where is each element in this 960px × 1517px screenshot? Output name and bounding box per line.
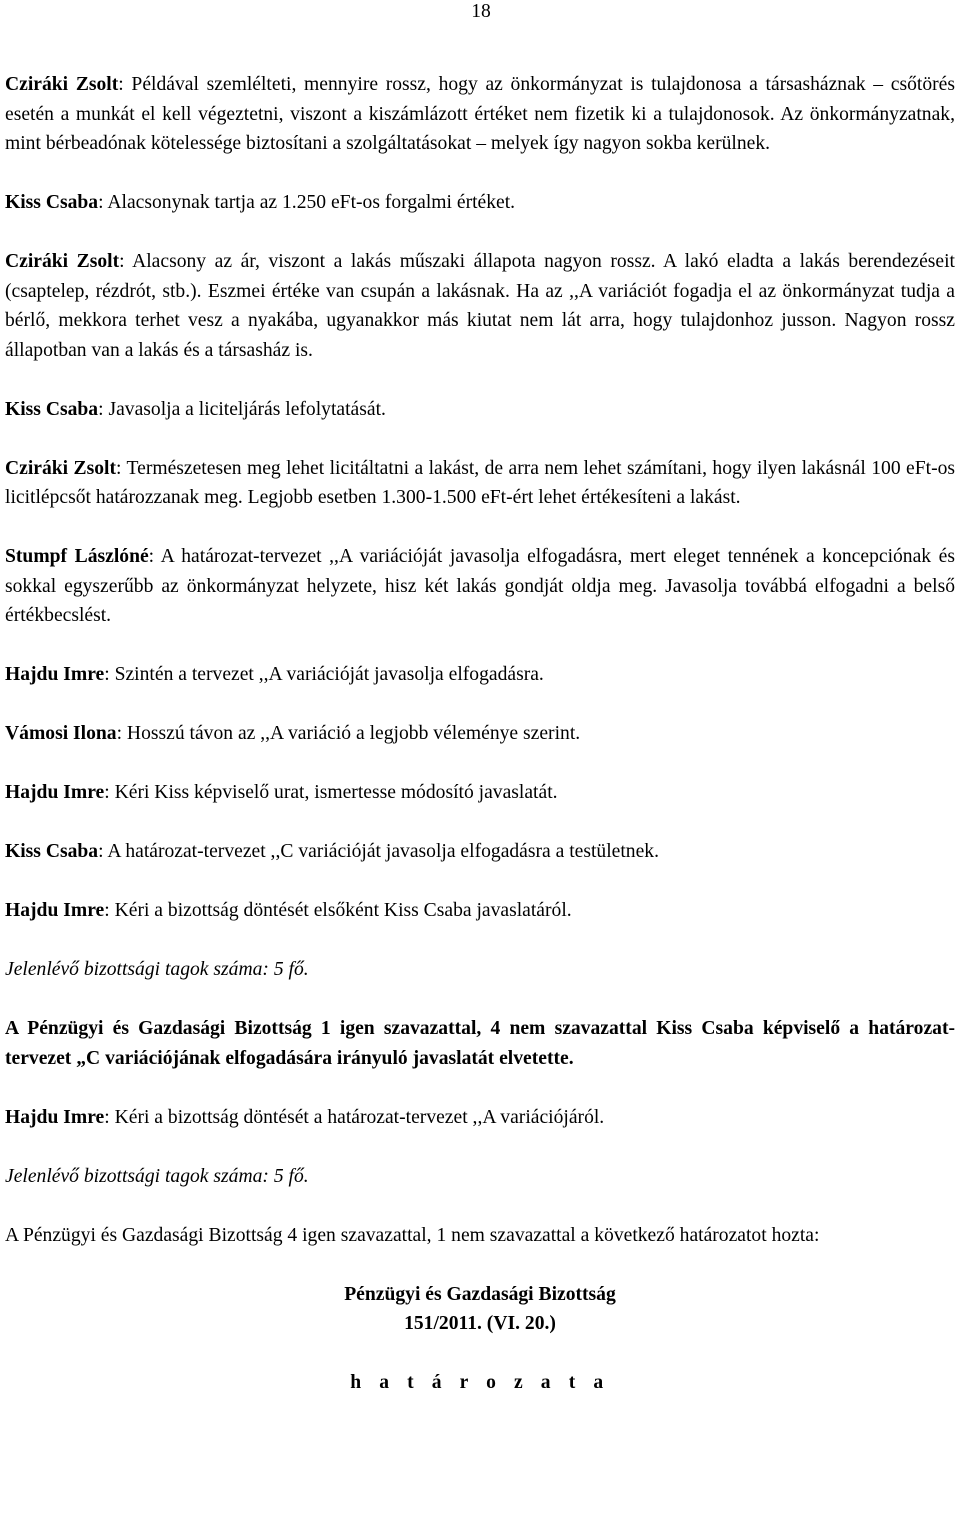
speaker-name: Vámosi Ilona (5, 723, 117, 744)
paragraph-text: : Kéri a bizottság döntését elsőként Kiss Csaba javaslatáról. (104, 900, 572, 921)
paragraph (5, 454, 955, 513)
paragraph-text: : Javasolja a liciteljárás lefolytatását. (98, 398, 386, 420)
committee-name: Pénzügyi és Gazdasági Bizottság (344, 1283, 616, 1305)
paragraph-text: : Kéri Kiss képviselő urat, ismertesse módosító javaslatát. (104, 782, 558, 803)
paragraph (5, 660, 955, 690)
paragraph (5, 188, 955, 218)
paragraph-text: : Alacsonynak tartja az 1.250 eFt-os forgalmi értéket. (98, 192, 516, 213)
paragraph-text: : Példával szemlélteti, mennyire rossz, hogy az önkormányzat is tulajdonosa a társasháznak – csőtörés esetén a munkát el kell végeztetni, viszont a kiszámlázott értéket nem fizetik ki a tulajdonosok. Az önkormányzatnak, mint bérbeadónak kötelessége biztosítani a szolgáltatásokat – melyek így nagyon sokba kerülnek. (5, 74, 955, 154)
speaker-name: Kiss Csaba (5, 192, 99, 213)
paragraph-text: : Szintén a tervezet ,,A variációját javasolja elfogadásra. (104, 664, 544, 685)
paragraph (5, 395, 955, 425)
vote-result: A Pénzügyi és Gazdasági Bizottság 4 igen szavazattal, 1 nem szavazattal a következő határozatot hozta: (5, 1224, 820, 1246)
speaker-name: Kiss Csaba (5, 841, 99, 862)
paragraph-text: : A határozat-tervezet ,,C variációját javasolja elfogadásra a testületnek. (98, 841, 659, 862)
paragraph (5, 837, 955, 867)
speaker-name: Kiss Csaba (5, 398, 99, 420)
paragraph-text: : Természetesen meg lehet licitáltatni a lakást, de arra nem lehet számítani, hogy ilyen lakásnál 100 eFt-os licitlépcsőt határozzanak meg. Legjobb esetben 1.300-1.500 eFt-ért lehet értékesíteni a lakást. (5, 457, 956, 508)
resolution-heading (5, 1280, 955, 1398)
document-body (5, 70, 955, 1398)
resolution-number: 151/2011. (VI. 20.) (404, 1313, 556, 1334)
vote-result: A Pénzügyi és Gazdasági Bizottság 1 igen szavazattal, 4 nem szavazattal Kiss Csaba képviselő a határozat-tervezet „C variációjának elfogadására irányuló javaslatát elvetette. (5, 1018, 955, 1069)
page-number: 18 (471, 1, 491, 22)
resolution-label: h a t á r o z a t a (350, 1372, 610, 1393)
paragraph (5, 896, 955, 926)
paragraph (5, 247, 955, 365)
speaker-name: Stumpf Lászlóné (5, 546, 149, 567)
paragraph-text: : Kéri a bizottság döntését a határozat-tervezet ,,A variációjáról. (104, 1106, 605, 1128)
speaker-name: Hajdu Imre (5, 782, 105, 803)
speaker-name: Cziráki Zsolt (5, 74, 119, 95)
paragraph (5, 719, 955, 749)
speaker-name: Hajdu Imre (5, 1106, 105, 1128)
attendance-note: Jelenlévő bizottsági tagok száma: 5 fő. (5, 1165, 309, 1187)
paragraph (5, 70, 955, 159)
speaker-name: Cziráki Zsolt (5, 251, 120, 272)
speaker-name: Hajdu Imre (5, 900, 105, 921)
paragraph (5, 542, 955, 631)
attendance-note: Jelenlévő bizottsági tagok száma: 5 fő. (5, 959, 309, 980)
speaker-name: Hajdu Imre (5, 664, 105, 685)
speaker-name: Cziráki Zsolt (5, 457, 117, 479)
paragraph (5, 1103, 955, 1133)
paragraph-text: : Alacsony az ár, viszont a lakás műszaki állapota nagyon rossz. A lakó eladta a lakás berendezéseit (csaptelep, rézdrót, stb.). Eszmei értéke van csupán a lakásnak. Ha az ,,A variációt fogadja el az önkormányzat tudja a bérlő, mekkora terhet vesz a nyakába, ugyanakkor más kiutat nem lát arra, hogy tulajdonhoz jusson. Nagyon rossz állapotban van a lakás és a társasház is. (5, 251, 956, 361)
paragraph (5, 778, 955, 808)
paragraph-text: : A határozat-tervezet ,,A variációját javasolja elfogadásra, mert eleget tennének a koncepciónak és sokkal egyszerűbb az önkormányzat helyzete, hisz két lakás gondját oldja meg. Javasolja továbbá elfogadni a belső értékbecslést. (5, 546, 955, 626)
paragraph-text: : Hosszú távon az ,,A variáció a legjobb véleménye szerint. (116, 723, 581, 744)
